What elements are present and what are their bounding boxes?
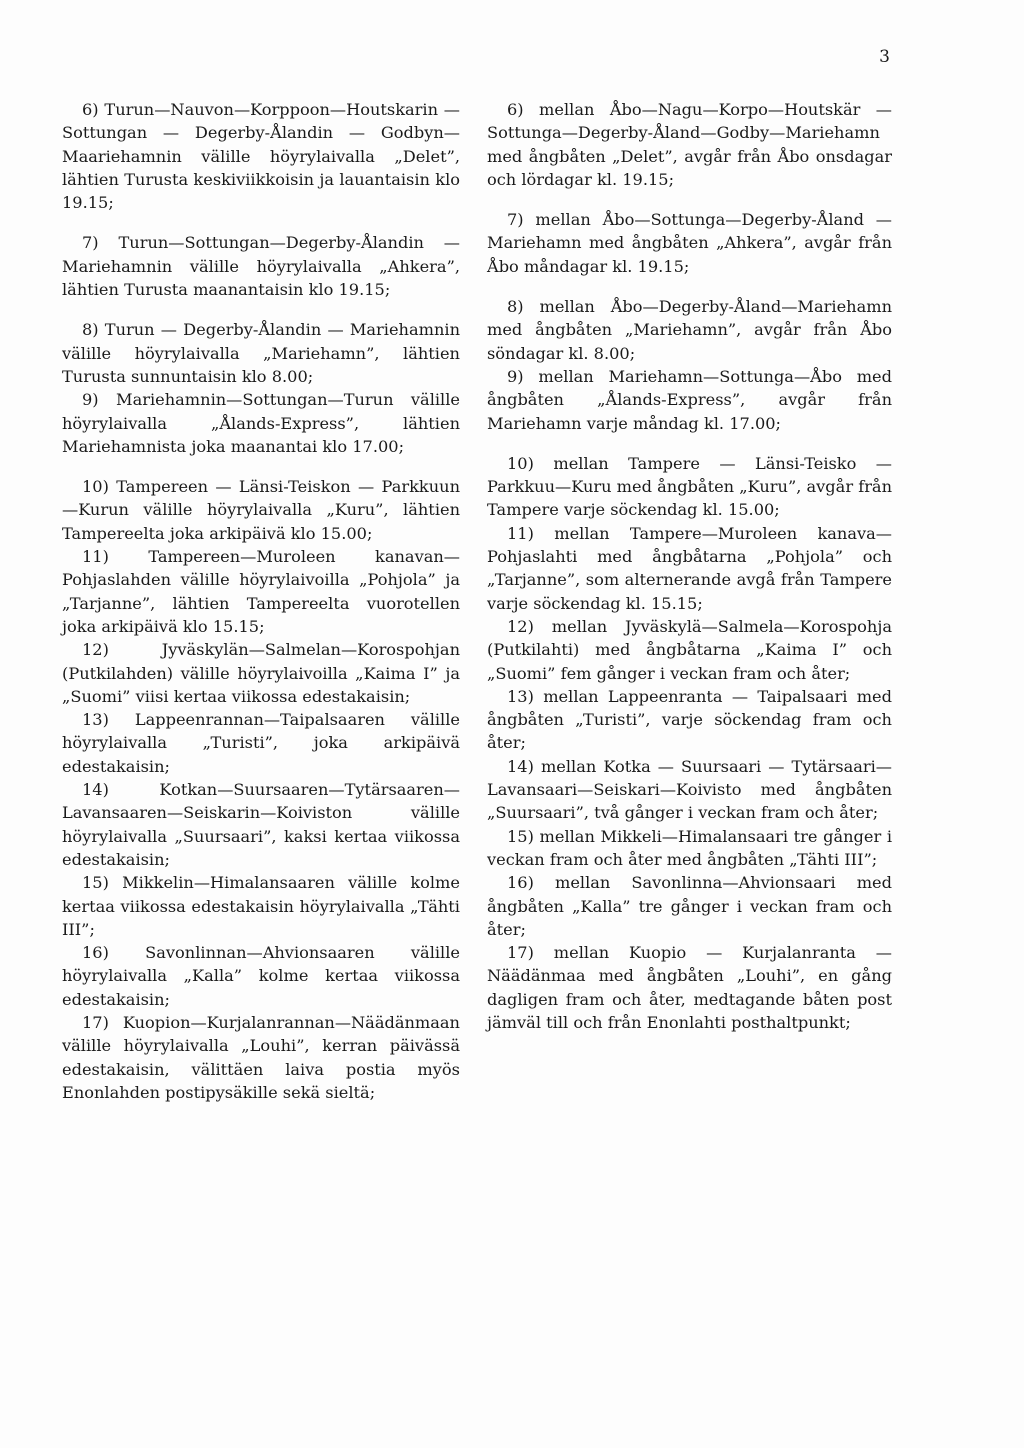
route-entry-7-fi: 7) Turun—Sottungan—Degerby-Ålandin —Mariehamnin välille höyrylaivalla „Ahkera”, lähtien Turusta maanantaisin klo 19.15; [62, 233, 460, 300]
route-entry-9-sv: 9) mellan Mariehamn—Sottunga—Åbo med ångbåten „Ålands-Express”, avgår från Mariehamn varje måndag kl. 17.00; [487, 366, 892, 433]
route-entry-14-fi: 14) Kotkan—Suursaaren—Tytärsaaren—Lavansaaren—Seiskarin—Koiviston välille höyrylaivalla „Suursaari”, kaksi kertaa viikossa edestakaisin; [62, 780, 460, 869]
route-entry-6-sv: 6) mellan Åbo—Nagu—Korpo—Houtskär — Sottunga—Degerby-Åland—Godby—Mariehamn med ångbåten „Delet”, avgår från Åbo onsdagar och lördagar kl. 19.15; [487, 100, 892, 189]
swedish-column [487, 98, 892, 1034]
route-entry-16-fi: 16) Savonlinnan—Ahvionsaaren välille höyrylaivalla „Kalla” kolme kertaa viikossa edestakaisin; [62, 943, 460, 1009]
route-entry-8-fi: 8) Turun — Degerby-Ålandin — Mariehamnin välille höyrylaivalla „Mariehamn”, lähtien Turusta sunnuntaisin klo 8.00; [62, 320, 460, 386]
route-entry-15-fi: 15) Mikkelin—Himalansaaren välille kolme kertaa viikossa edestakaisin höyrylaivalla „Tähti III”; [62, 873, 460, 939]
route-entry-9-fi: 9) Mariehamnin—Sottungan—Turun välille höyrylaivalla „Ålands-Express”, lähtien Mariehamnista joka maanantai klo 17.00; [62, 390, 460, 456]
route-entry-8-sv: 8) mellan Åbo—Degerby-Åland—Mariehamn med ångbåten „Mariehamn”, avgår från Åbo söndagar kl. 8.00; [487, 297, 892, 363]
route-entry-10-fi: 10) Tampereen — Länsi-Teiskon — Parkkuun—Kurun välille höyrylaivalla „Kuru”, lähtien Tampereelta joka arkipäivä klo 15.00; [62, 477, 460, 543]
route-entry-11-fi: 11) Tampereen—Muroleen kanavan—Pohjaslahden välille höyrylaivoilla „Pohjola” ja „Tarjanne”, lähtien Tampereelta vuorotellen joka arkipäivä klo 15.15; [62, 547, 460, 636]
route-entry-12-sv: 12) mellan Jyväskylä—Salmela—Korospohja (Putkilahti) med ångbåtarna „Kaima I” och „Suomi” fem gånger i veckan fram och åter; [487, 616, 892, 683]
route-entry-14-sv: 14) mellan Kotka — Suursaari — Tytärsaari—Lavansaari—Seiskari—Koivisto med ångbåten „Suursaari”, två gånger i veckan fram och åter; [487, 756, 892, 823]
route-entry-13-sv: 13) mellan Lappeenranta — Taipalsaari med ångbåten „Turisti”, varje söckendag fram och åter; [487, 686, 892, 753]
route-entry-17-fi: 17) Kuopion—Kurjalanrannan—Näädänmaan välille höyrylaivalla „Louhi”, kerran päivässä edestakaisin, välittäen laiva postia myös Enonlahden postipysäkille sekä sieltä; [62, 1012, 460, 1102]
finnish-column [62, 98, 460, 1104]
route-entry-11-sv: 11) mellan Tampere—Muroleen kanava—Pohjaslahti med ångbåtarna „Pohjola” och „Tarjanne”, som alternerande avgå från Tampere varje söckendag kl. 15.15; [487, 523, 892, 613]
route-entry-13-fi: 13) Lappeenrannan—Taipalsaaren välille höyrylaivalla „Turisti”, joka arkipäivä edestakaisin; [62, 710, 460, 776]
route-entry-17-sv: 17) mellan Kuopio — Kurjalanranta — Näädänmaa med ångbåten „Louhi”, en gång dagligen fram och åter, medtagande båten post jämväl till och från Enonlahti posthaltpunkt; [487, 943, 892, 1032]
route-entry-12-fi: 12) Jyväskylän—Salmelan—Korospohjan (Putkilahden) välille höyrylaivoilla „Kaima I” ja „Suomi” viisi kertaa viikossa edestakaisin; [62, 640, 460, 706]
page-number: 3 [879, 47, 890, 67]
route-entry-7-sv: 7) mellan Åbo—Sottunga—Degerby-Åland —Mariehamn med ångbåten „Ahkera”, avgår från Åbo måndagar kl. 19.15; [487, 210, 892, 276]
route-entry-16-sv: 16) mellan Savonlinna—Ahvionsaari med ångbåten „Kalla” tre gånger i veckan fram och åter; [487, 873, 892, 939]
route-entry-6-fi: 6) Turun—Nauvon—Korppoon—Houtskarin — Sottungan — Degerby-Ålandin — Godbyn—Maariehamnin välille höyrylaivalla „Delet”, lähtien Turusta keskiviikkoisin ja lauantaisin klo 19.15; [62, 100, 460, 213]
route-entry-15-sv: 15) mellan Mikkeli—Himalansaari tre gånger i veckan fram och åter med ångbåten „Tähti III”; [487, 826, 892, 869]
route-entry-10-sv: 10) mellan Tampere — Länsi-Teisko — Parkkuu—Kuru med ångbåten „Kuru”, avgår från Tampere varje söckendag kl. 15.00; [487, 453, 893, 520]
